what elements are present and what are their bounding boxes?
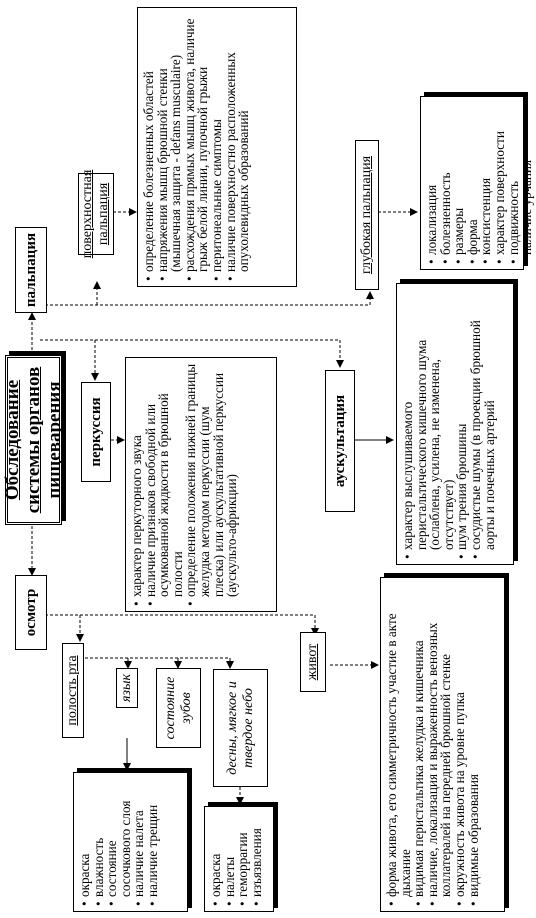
list-item: • наличие поверхностно расположенных опухолевидных образований <box>224 13 251 281</box>
deep-findings-box <box>420 96 535 270</box>
method-inspection-label: осмотр <box>22 588 39 637</box>
method-palpation <box>15 227 47 313</box>
method-inspection <box>15 575 47 650</box>
list-item: • геморрагии <box>236 812 250 906</box>
list-item: • окраска <box>78 778 92 906</box>
inspection-abdomen <box>300 632 326 692</box>
abdomen-label: живот <box>305 643 320 681</box>
list-item: • наличие трещин <box>146 778 160 906</box>
list-item: • форма живота, его симметричность участие в акте дыхание <box>385 583 412 906</box>
list-item: • наличие, локализация и выраженность венозных коллатералей на передней брюшной стенке <box>426 583 453 906</box>
list-item: • локализация <box>425 102 439 264</box>
list-item: • напряжения мышц брюшной стенки (мышечная защита - defans musculaire) <box>156 13 183 281</box>
palpation-deep <box>355 140 379 290</box>
list-item: • расхождения прямых мышц живота, наличие грыж белой линии, пупочной грыжи <box>183 13 210 281</box>
list-item: • форма <box>466 102 480 264</box>
page-title <box>2 355 65 525</box>
list-item: • болезненность <box>439 102 453 264</box>
method-percussion-label: перкуссия <box>87 397 104 467</box>
list-item: • определение положения нижней границы желудка методом перкуссии (шум плеска) или аускультативной перкуссии (аускульто-африкции) <box>184 363 238 606</box>
oral-teeth <box>156 668 201 748</box>
gums-findings-box <box>204 806 274 912</box>
list-item: • размеры <box>452 102 466 264</box>
list-item: • сосудистые шумы (в проекции брюшной аорты и почечных артерий <box>469 289 496 559</box>
inspection-oral-cavity <box>62 643 84 738</box>
oral-gums <box>213 669 268 787</box>
list-item: • характер выслушиваемого перистальтического кишечного шума (ослаблена, усилена, не изменена, отсутствует) <box>401 289 455 559</box>
teeth-label: состояние зубов <box>162 676 194 740</box>
list-item: • консистенция <box>479 102 493 264</box>
title-text: Обследование системы органов пищеварения <box>2 366 65 514</box>
gums-label: десны, мягкое и твердое небо <box>224 681 256 775</box>
list-item: • видимая перистальтика желудка и кишечника <box>412 583 426 906</box>
method-palpation-label: пальпация <box>22 232 39 308</box>
percussion-findings-box <box>125 357 277 612</box>
list-item: • характер перкуторного звука <box>130 363 144 606</box>
list-item: • наличие признаков свободной или осумкованной жидкости в брюшной полости <box>144 363 185 606</box>
method-auscultation-label: аускультация <box>331 394 348 488</box>
abdomen-findings-box <box>380 577 505 912</box>
superficial-findings-box <box>137 7 297 287</box>
list-item: • изъязвления <box>250 812 264 906</box>
list-item: • налеты <box>223 812 237 906</box>
palpation-superficial-label: поверхностная пальпация <box>80 169 111 259</box>
list-item: • характер поверхности <box>493 102 507 264</box>
list-item: • подвижность <box>507 102 521 264</box>
list-item: • видимые образования <box>467 583 481 906</box>
palpation-deep-label: глубокая пальпация <box>359 155 374 275</box>
list-item: • шум трения брюшины <box>455 289 469 559</box>
auscultation-findings-box <box>396 283 514 565</box>
oral-tongue <box>116 668 138 708</box>
method-percussion <box>81 382 111 482</box>
tongue-findings-box <box>73 772 188 912</box>
list-item: • наличие урчания <box>520 102 534 264</box>
list-item: • определение болезненных областей <box>142 13 156 281</box>
list-item: • окружность живота на уровне пупка <box>453 583 467 906</box>
oral-cavity-label: полость рта <box>65 655 80 726</box>
list-item: • наличие налета <box>132 778 146 906</box>
list-item: • перитонеальные симптомы <box>210 13 224 281</box>
palpation-superficial <box>78 169 114 259</box>
list-item: • окраска <box>209 812 223 906</box>
method-auscultation <box>325 370 355 512</box>
list-item: • состояние сосочкового слоя <box>105 778 132 906</box>
list-item: • влажность <box>92 778 106 906</box>
tongue-label: язык <box>119 674 134 702</box>
